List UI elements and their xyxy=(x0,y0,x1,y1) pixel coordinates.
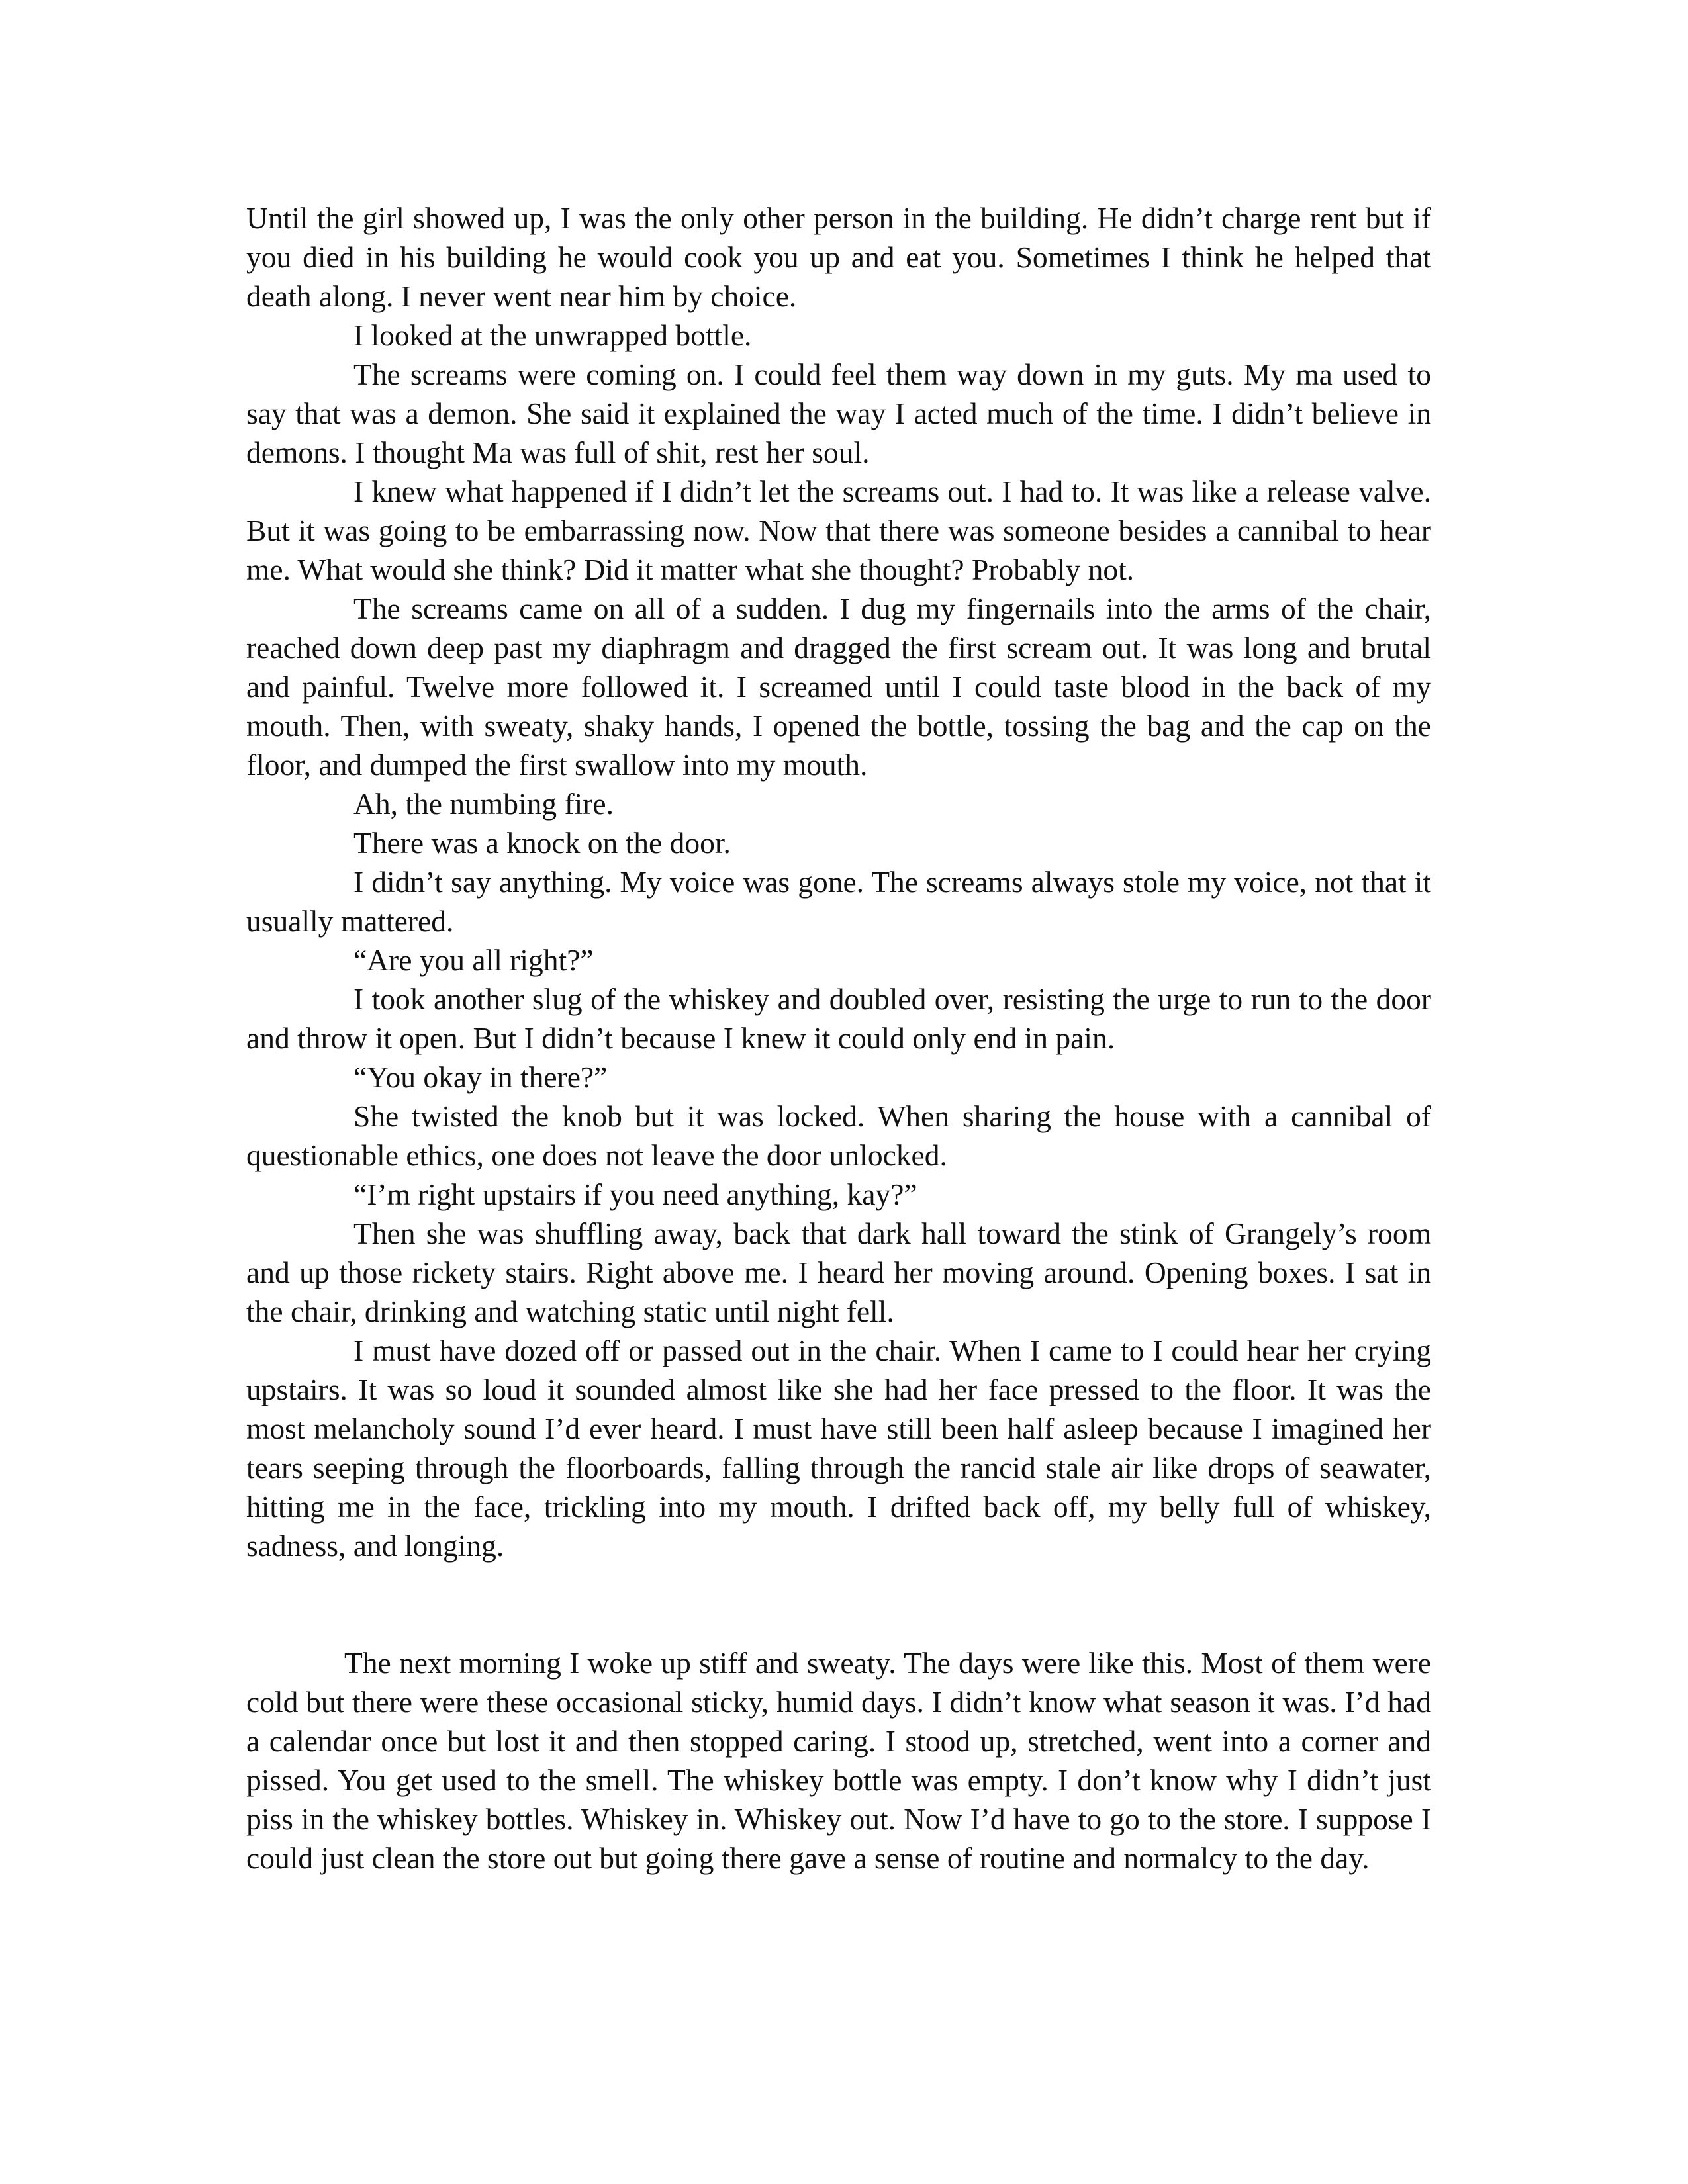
paragraph: I didn’t say anything. My voice was gone. The screams always stole my voice, not that it usually mattered. xyxy=(246,865,1431,938)
paragraph: I knew what happened if I didn’t let the screams out. I had to. It was like a release valve. But it was going to be embarrassing now. Now that there was someone besides a cannibal to hear me. What would she think? Did it matter what she thought? Probably not. xyxy=(246,475,1431,586)
paragraph: The next morning I woke up stiff and sweaty. The days were like this. Most of them were cold but there were these occasional sticky, humid days. I didn’t know what season it was. I’d had a calendar once but lost it and then stopped caring. I stood up, stretched, went into a corner and pissed. You get used to the smell. The whiskey bottle was empty. I don’t know why I didn’t just piss in the whiskey bottles. Whiskey in. Whiskey out. Now I’d have to go to the store. I suppose I could just clean the store out but going there gave a sense of routine and normalcy to the day. xyxy=(246,1646,1431,1875)
paragraph: “I’m right upstairs if you need anything, kay?” xyxy=(353,1177,917,1211)
paragraph: I took another slug of the whiskey and doubled over, resisting the urge to run to the door and throw it open. But I didn’t because I knew it could only end in pain. xyxy=(246,982,1431,1055)
paragraph: “Are you all right?” xyxy=(353,943,594,977)
section-break xyxy=(246,1565,1431,1643)
paragraph: There was a knock on the door. xyxy=(353,826,731,860)
paragraph: Then she was shuffling away, back that dark hall toward the stink of Grangely’s room and up those rickety stairs. Right above me. I heard her moving around. Opening boxes. I sat in the chair, drinking and watching static until night fell. xyxy=(246,1216,1431,1328)
paragraph: Ah, the numbing fire. xyxy=(353,787,614,821)
paragraph: The screams were coming on. I could feel them way down in my guts. My ma used to say that was a demon. She said it explained the way I acted much of the time. I didn’t believe in demons. I thought Ma was full of shit, rest her soul. xyxy=(246,357,1431,469)
paragraph: I looked at the unwrapped bottle. xyxy=(353,318,752,352)
paragraph: She twisted the knob but it was locked. When sharing the house with a cannibal of questionable ethics, one does not leave the door unlocked. xyxy=(246,1099,1431,1172)
paragraph: “You okay in there?” xyxy=(353,1060,608,1094)
paragraph: The screams came on all of a sudden. I dug my fingernails into the arms of the chair, reached down deep past my diaphragm and dragged the first scream out. It was long and brutal and painful. Twelve more followed it. I screamed until I could taste blood in the back of my mouth. Then, with sweaty, shaky hands, I opened the bottle, tossing the bag and the cap on the floor, and dumped the first swallow into my mouth. xyxy=(246,592,1431,782)
paragraph: I must have dozed off or passed out in the chair. When I came to I could hear her crying upstairs. It was so loud it sounded almost like she had her face pressed to the floor. It was the most melancholy sound I’d ever heard. I must have still been half asleep because I imagined her tears seeping through the floorboards, falling through the rancid stale air like drops of seawater, hitting me in the face, trickling into my mouth. I drifted back off, my belly full of whiskey, sadness, and longing. xyxy=(246,1334,1431,1563)
paragraph: Until the girl showed up, I was the only other person in the building. He didn’t charge rent but if you died in his building he would cook you up and eat you. Sometimes I think he helped that death along. I never went near him by choice. xyxy=(246,201,1431,313)
manuscript-page xyxy=(246,199,1431,1878)
